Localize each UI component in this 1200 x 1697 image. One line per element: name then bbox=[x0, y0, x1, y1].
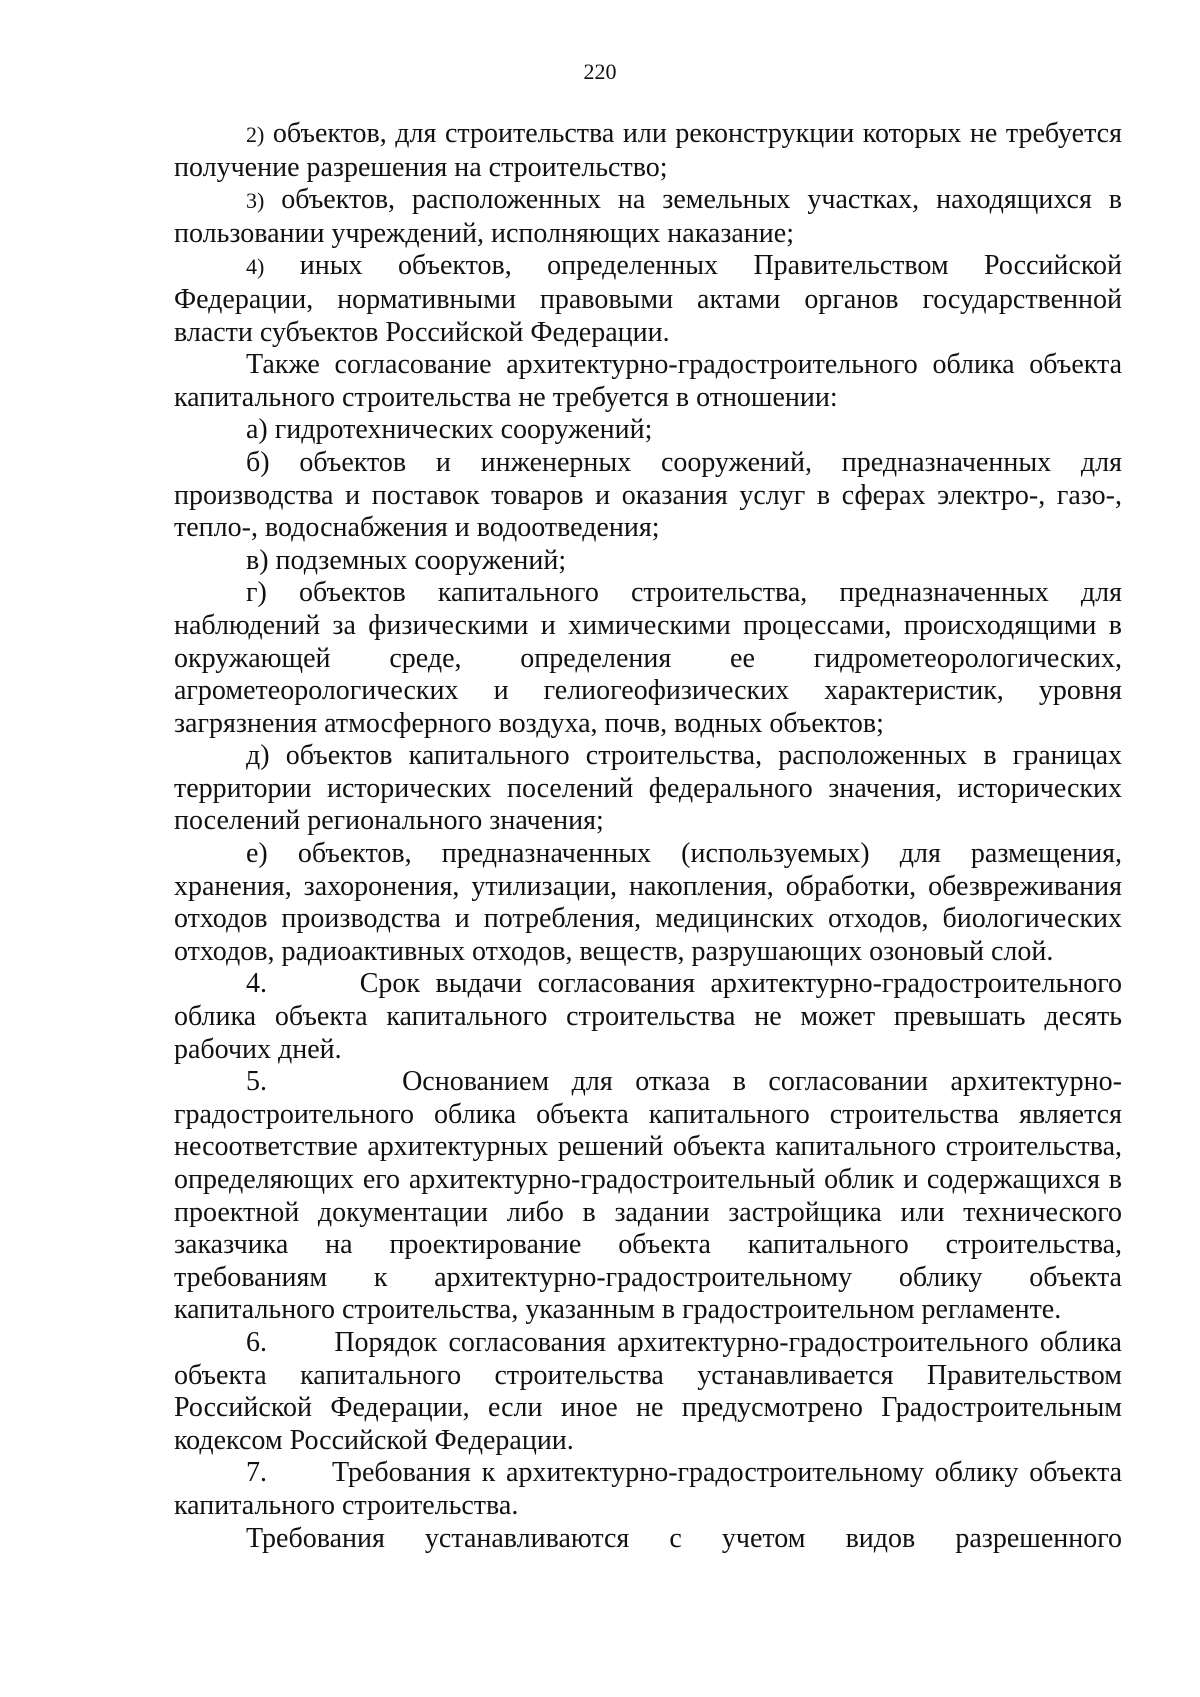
paragraph-clause-7 bbox=[174, 1457, 1129, 1522]
paragraph-text: в) подземных сооружений; bbox=[246, 544, 567, 576]
paragraph-clause-6 bbox=[174, 1326, 1129, 1457]
paragraph-text: Также согласование архитектурно-градостроительного облика объекта капитального строительства не требуется в отношении: bbox=[174, 349, 1122, 413]
paragraph-subitem-g bbox=[174, 577, 1122, 740]
paragraph-subitem-v bbox=[174, 545, 1122, 578]
paragraph-text: г) объектов капитального строительства, предназначенных для наблюдений за физическими и химическими процессами, происходящими в окружающей среде, определения ее гидрометеорологических, агрометеорологических и гелиогеофизических характеристик, уровня загрязнения атмосферного воздуха, почв, водных объектов; bbox=[174, 577, 1122, 739]
paragraph-text: б) объектов и инженерных сооружений, предназначенных для производства и поставок товаров и оказания услуг в сферах электро-, газо-, тепло-, водоснабжения и водоотведения; bbox=[174, 446, 1122, 544]
paragraph-text: 6. Порядок согласования архитектурно-градостроительного облика объекта капитального строительства устанавливается Правительством Российской Федерации, если иное не предусмотрено Градостроительным кодексом Российской Федерации. bbox=[174, 1326, 1129, 1456]
paragraph-text: д) объектов капитального строительства, расположенных в границах территории исторических поселений федерального значения, исторических поселений регионального значения; bbox=[174, 740, 1122, 837]
paragraph-subitem-a bbox=[174, 414, 1122, 447]
paragraph-item-2 bbox=[174, 118, 1122, 184]
paragraph-subitem-e bbox=[174, 838, 1122, 968]
paragraph-subitem-b bbox=[174, 447, 1122, 545]
paragraph-text: а) гидротехнических сооружений; bbox=[246, 414, 653, 446]
paragraph-text: е) объектов, предназначенных (используемых) для размещения, хранения, захоронения, утилизации, накопления, обработки, обезвреживания отходов производства и потребления, медицинских отходов, биологических отходов, радиоактивных отходов, веществ, разрушающих озоновый слой. bbox=[174, 838, 1122, 967]
paragraph-requirements bbox=[174, 1523, 1122, 1556]
paragraph-text: Требования устанавливаются с учетом видов разрешенного bbox=[246, 1522, 1122, 1554]
item-number: 4) bbox=[246, 254, 265, 280]
paragraph-item-4 bbox=[174, 250, 1122, 349]
paragraph-text: объектов, для строительства или реконструкции которых не требуется получение разрешения на строительство; bbox=[174, 118, 1122, 183]
paragraph-text: иных объектов, определенных Правительством Российской Федерации, нормативными правовыми актами органов государственной власти субъектов Российской Федерации. bbox=[174, 250, 1122, 348]
paragraph-text: 5. Основанием для отказа в согласовании архитектурно-градостроительного облика объекта капитального строительства является несоответствие архитектурных решений объекта капитального строительства, определяющих его архитектурно-градостроительный облик и содержащихся в проектной документации либо в задании застройщика или технического заказчика на проектирование объекта капитального строительства, требованиям к архитектурно-градостроительному облику объекта капитального строительства, указанным в градостроительном регламенте. bbox=[174, 1066, 1129, 1326]
document-body bbox=[174, 118, 1129, 1555]
paragraph-clause-4 bbox=[174, 968, 1129, 1066]
paragraph-item-3 bbox=[174, 184, 1122, 250]
item-number: 3) bbox=[246, 188, 265, 214]
paragraph-text: объектов, расположенных на земельных участках, находящихся в пользовании учреждений, исполняющих наказание; bbox=[174, 184, 1122, 249]
paragraph-also-exempt bbox=[174, 349, 1122, 414]
paragraph-clause-5 bbox=[174, 1066, 1129, 1327]
paragraph-text: 7. Требования к архитектурно-градостроительному облику объекта капитального строительства. bbox=[174, 1457, 1129, 1521]
page-number: 220 bbox=[583, 59, 617, 84]
paragraph-subitem-d bbox=[174, 740, 1122, 838]
item-number: 2) bbox=[246, 122, 265, 147]
paragraph-text: 4. Срок выдачи согласования архитектурно-градостроительного облика объекта капитального строительства не может превышать десять рабочих дней. bbox=[174, 968, 1129, 1065]
